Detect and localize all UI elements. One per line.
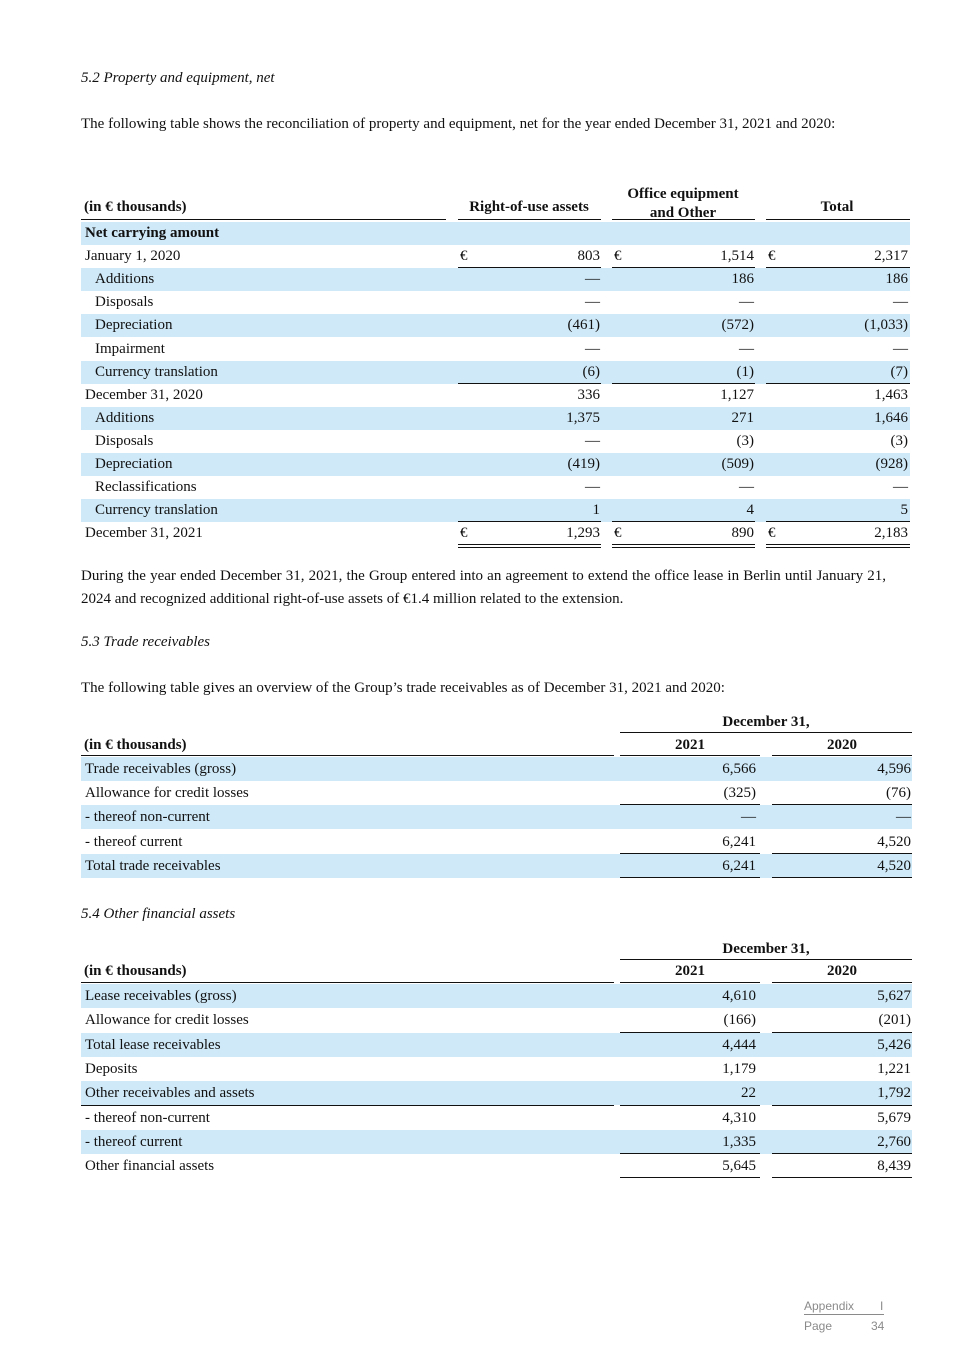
value-2020: 2,760 <box>877 1133 911 1150</box>
section-5-4-title: 5.4 Other financial assets <box>81 906 236 922</box>
currency-symbol: € <box>460 525 468 542</box>
ppe-table-row <box>81 361 910 384</box>
ppe-row-label: Currency translation <box>95 363 218 380</box>
ppe-value-office: 1,127 <box>720 386 754 403</box>
footer-page-label: Page <box>804 1319 833 1333</box>
row-label: - thereof non-current <box>85 809 210 826</box>
ppe-value-total: — <box>893 294 908 311</box>
ppe-value-total: 1,463 <box>874 386 908 403</box>
ppe-value-office: — <box>739 294 754 311</box>
section-5-2-note: During the year ended December 31, 2021, the Group entered into an agreement to extend the office lease in Berlin until January 21, 2024 and recognized additional right-of-use assets of €1.4 million related to the extension. <box>81 568 886 607</box>
ppe-table-row <box>81 499 910 522</box>
ppe-row-label: December 31, 2021 <box>85 525 203 542</box>
currency-symbol: € <box>768 248 776 265</box>
ppe-value-total: (1,033) <box>864 317 908 334</box>
value-2021: 6,241 <box>722 833 756 850</box>
ppe-table-row <box>81 384 910 407</box>
currency-symbol: € <box>460 248 468 265</box>
row-label: Total trade receivables <box>85 857 221 874</box>
ppe-value-office: 186 <box>731 271 754 288</box>
ppe-value-total: (3) <box>890 432 908 449</box>
ppe-value-rou: — <box>585 432 600 449</box>
ppe-col-rou-header: Right-of-use assets <box>469 199 589 215</box>
ppe-row-label: Currency translation <box>95 502 218 519</box>
row-label: Total lease receivables <box>85 1036 221 1053</box>
value-2021: 5,645 <box>722 1158 756 1175</box>
row-label: Lease receivables (gross) <box>85 988 237 1004</box>
value-2021: 22 <box>741 1085 756 1102</box>
ppe-value-rou: (6) <box>582 363 600 380</box>
footer-appendix-value: I <box>880 1299 884 1313</box>
ppe-value-office: — <box>739 479 754 496</box>
value-2020: 1,221 <box>877 1060 911 1077</box>
ppe-table-row <box>81 453 910 476</box>
ppe-value-office: 890 <box>731 525 754 542</box>
trade-table-row <box>81 781 912 805</box>
ppe-value-total: (928) <box>875 456 908 472</box>
row-label: - thereof current <box>85 833 183 850</box>
value-2021: 1,179 <box>722 1060 756 1077</box>
value-2020: (201) <box>878 1012 911 1029</box>
ofa-group-header: December 31, <box>722 941 810 957</box>
ppe-value-rou: — <box>585 271 600 288</box>
ppe-value-office: — <box>739 340 754 357</box>
ppe-value-total: (7) <box>890 363 908 380</box>
row-label: Allowance for credit losses <box>85 1012 249 1029</box>
row-label: Other receivables and assets <box>85 1085 255 1102</box>
trade-table-row <box>81 805 912 829</box>
trade-unit-header: (in € thousands) <box>84 737 187 753</box>
ofa-table-row <box>81 1008 912 1032</box>
footer-appendix-label: Appendix <box>804 1299 855 1313</box>
section-5-2-title: 5.2 Property and equipment, net <box>81 70 275 86</box>
ppe-value-total: 2,317 <box>874 248 908 265</box>
row-label: Other financial assets <box>85 1158 215 1175</box>
ppe-table-row <box>81 407 910 430</box>
ppe-unit-header: (in € thousands) <box>84 199 187 215</box>
section-5-3-title: 5.3 Trade receivables <box>81 634 211 650</box>
ppe-table-row <box>81 222 910 245</box>
ppe-row-label: December 31, 2020 <box>85 386 203 403</box>
value-2020: 4,520 <box>877 857 911 874</box>
ppe-row-label: Impairment <box>95 340 165 357</box>
ppe-value-rou: — <box>585 340 600 357</box>
footer-page-number: 34 <box>871 1319 885 1333</box>
ppe-row-label: January 1, 2020 <box>85 248 181 265</box>
value-2020: 4,596 <box>877 761 911 777</box>
ppe-value-office: (1) <box>736 363 754 380</box>
ppe-table-row <box>81 522 910 545</box>
row-label: Allowance for credit losses <box>85 785 249 802</box>
row-label: - thereof current <box>85 1133 183 1150</box>
value-2021: 4,610 <box>722 988 756 1004</box>
ppe-value-total: 2,183 <box>874 525 908 542</box>
value-2021: (325) <box>723 785 756 802</box>
ppe-table-row <box>81 291 910 314</box>
ppe-value-office: 1,514 <box>720 248 754 265</box>
ppe-row-label: Additions <box>95 409 155 426</box>
ppe-row-label: Additions <box>95 271 155 288</box>
ofa-year-2021-header: 2021 <box>675 963 705 979</box>
currency-symbol: € <box>614 248 622 265</box>
trade-year-2021-header: 2021 <box>675 737 705 753</box>
trade-table-row <box>81 854 912 878</box>
ppe-row-label: Net carrying amount <box>85 225 220 241</box>
ppe-value-rou: 803 <box>577 248 600 265</box>
row-label: Trade receivables (gross) <box>85 761 237 777</box>
value-2020: 1,792 <box>877 1085 911 1102</box>
ppe-col-total-header: Total <box>820 199 854 215</box>
ppe-value-rou: — <box>585 479 600 496</box>
ppe-value-rou: (419) <box>567 456 600 472</box>
ppe-row-label: Disposals <box>95 294 154 311</box>
ofa-unit-header: (in € thousands) <box>84 963 187 979</box>
ppe-row-label: Depreciation <box>95 456 173 472</box>
section-5-3-intro: The following table gives an overview of the Group’s trade receivables as of December 31, 2021 and 2020: <box>81 680 725 696</box>
value-2021: 4,444 <box>722 1036 756 1053</box>
ppe-table-row <box>81 430 910 453</box>
trade-year-2020-header: 2020 <box>827 737 857 753</box>
ppe-value-office: (3) <box>736 432 754 449</box>
value-2020: — <box>896 809 911 826</box>
ppe-value-rou: 1,293 <box>566 525 600 542</box>
value-2020: (76) <box>886 785 911 802</box>
value-2021: 4,310 <box>722 1109 756 1126</box>
ofa-table-row <box>81 1106 912 1130</box>
ppe-value-rou: (461) <box>567 317 600 334</box>
trade-table-row <box>81 757 912 781</box>
ppe-row-label: Reclassifications <box>95 479 197 496</box>
value-2021: 1,335 <box>722 1133 756 1150</box>
value-2021: 6,566 <box>722 761 756 777</box>
ppe-value-office: (572) <box>721 317 754 334</box>
ofa-table-row <box>81 1154 912 1178</box>
ofa-table-row <box>81 1081 912 1105</box>
ppe-table-row <box>81 314 910 337</box>
ppe-value-office: 271 <box>731 409 754 426</box>
row-label: Deposits <box>85 1060 138 1077</box>
ppe-value-rou: 336 <box>577 386 600 403</box>
ppe-value-total: 1,646 <box>874 409 908 426</box>
ofa-table-row <box>81 1057 912 1081</box>
ppe-row-label: Disposals <box>95 432 154 449</box>
value-2021: (166) <box>723 1012 756 1029</box>
ppe-col-office-header-line2: and Other <box>649 205 717 219</box>
ppe-table-row <box>81 245 910 268</box>
ppe-value-rou: — <box>585 294 600 311</box>
ppe-value-total: — <box>893 340 908 357</box>
ppe-value-rou: 1,375 <box>566 409 600 426</box>
ofa-table-row <box>81 984 912 1008</box>
trade-group-header: December 31, <box>722 714 810 730</box>
value-2020: 8,439 <box>877 1158 911 1175</box>
value-2020: 5,426 <box>877 1036 911 1053</box>
ppe-table-row <box>81 476 910 499</box>
ppe-col-office-header-line1: Office equipment <box>627 186 739 202</box>
ppe-table-row <box>81 338 910 361</box>
ppe-row-label: Depreciation <box>95 317 173 334</box>
ppe-value-total: 186 <box>885 271 908 288</box>
ofa-year-2020-header: 2020 <box>827 963 857 979</box>
ofa-table-row <box>81 1033 912 1057</box>
ppe-value-rou: 1 <box>592 502 600 519</box>
currency-symbol: € <box>614 525 622 542</box>
value-2020: 5,627 <box>877 988 911 1004</box>
value-2020: 4,520 <box>877 833 911 850</box>
value-2021: — <box>741 809 756 826</box>
ppe-value-office: (509) <box>721 456 754 472</box>
trade-table-row <box>81 830 912 854</box>
ppe-table-row <box>81 268 910 291</box>
ppe-value-total: — <box>893 479 908 496</box>
ppe-value-total: 5 <box>900 502 908 519</box>
row-label: - thereof non-current <box>85 1109 210 1126</box>
ppe-value-office: 4 <box>746 502 754 519</box>
value-2021: 6,241 <box>722 857 756 874</box>
value-2020: 5,679 <box>877 1109 911 1126</box>
ofa-table-row <box>81 1130 912 1154</box>
currency-symbol: € <box>768 525 776 542</box>
section-5-2-intro: The following table shows the reconciliation of property and equipment, net for the year ended December 31, 2021 and 2020: <box>81 116 836 132</box>
